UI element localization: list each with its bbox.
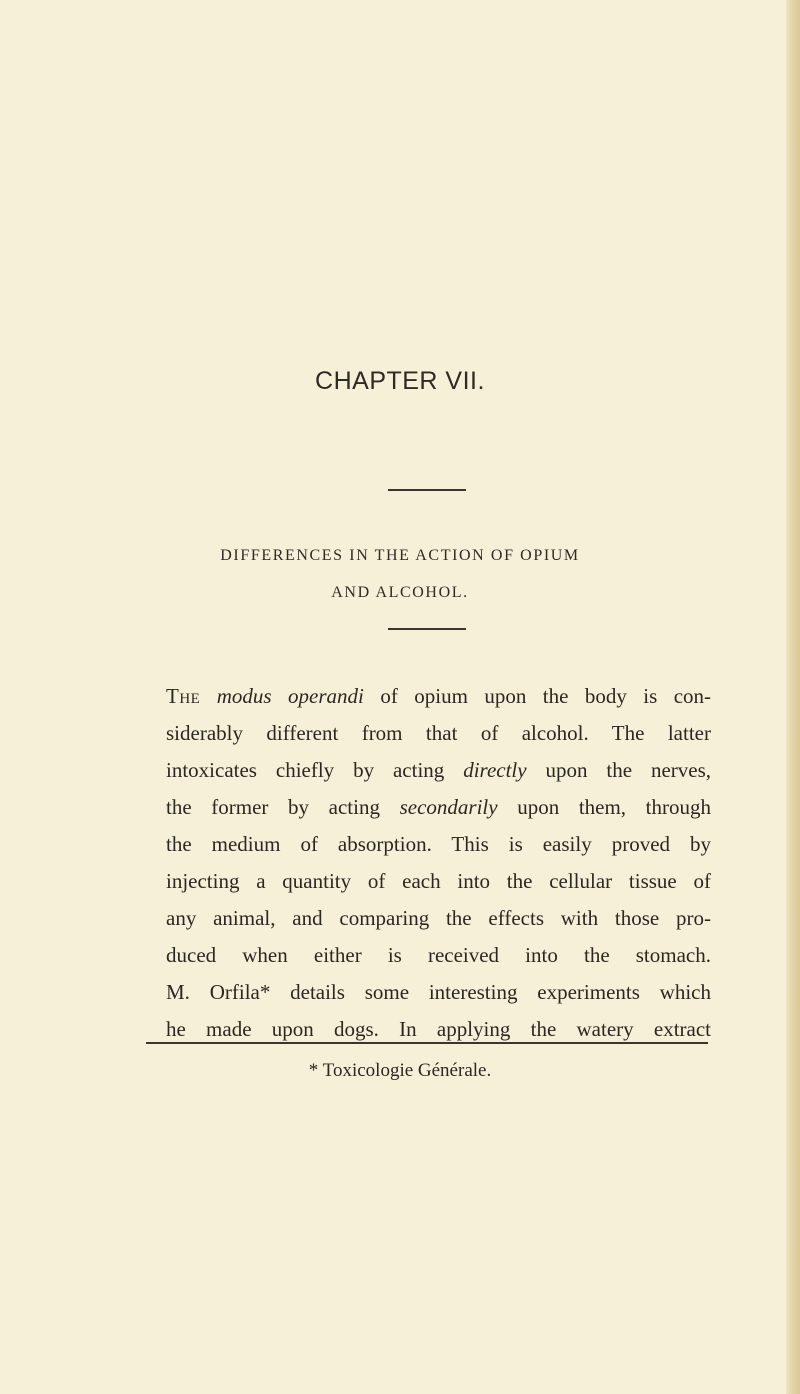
body-line-8: duced when either is received into the stomach. <box>166 943 711 967</box>
body-line-5: the medium of absorption. This is easily proved by <box>166 832 711 856</box>
body-line-3-post: upon the nerves, <box>545 758 712 782</box>
italic-modus-operandi: modus operandi <box>216 684 364 708</box>
body-line-4-pre: the former by acting <box>166 795 380 819</box>
section-title <box>0 537 800 611</box>
body-line-3-pre: intoxicates chiefly by acting <box>166 758 445 782</box>
footnote: * Toxicologie Générale. <box>308 1060 492 1081</box>
body-paragraph <box>166 678 711 1048</box>
italic-directly: directly <box>463 758 527 782</box>
italic-secondarily: secondarily <box>399 795 498 819</box>
body-line-4-post: upon them, through <box>517 795 712 819</box>
body-line-3 <box>166 752 711 789</box>
body-line-9: M. Orfila* details some interesting experiments which <box>166 980 711 1004</box>
page-edge <box>786 0 800 1394</box>
chapter-title: CHAPTER VII. <box>315 367 485 395</box>
body-line-1 <box>166 678 711 715</box>
body-line-7: any animal, and comparing the effects with those pro- <box>166 906 711 930</box>
body-line-2: siderably different from that of alcohol. The latter <box>166 721 711 745</box>
body-line-4 <box>166 789 711 826</box>
section-title-line-2: AND ALCOHOL. <box>331 584 469 601</box>
bottom-divider <box>388 628 466 630</box>
top-divider <box>388 489 466 491</box>
body-line-1-rest: of opium upon the body is con- <box>380 684 712 708</box>
body-line-6: injecting a quantity of each into the cellular tissue of <box>166 869 711 893</box>
opening-word: The <box>166 684 201 708</box>
body-line-10: he made upon dogs. In applying the watery extract <box>166 1017 711 1041</box>
footnote-divider <box>146 1042 708 1044</box>
section-title-line-1: DIFFERENCES IN THE ACTION OF OPIUM <box>220 547 580 564</box>
